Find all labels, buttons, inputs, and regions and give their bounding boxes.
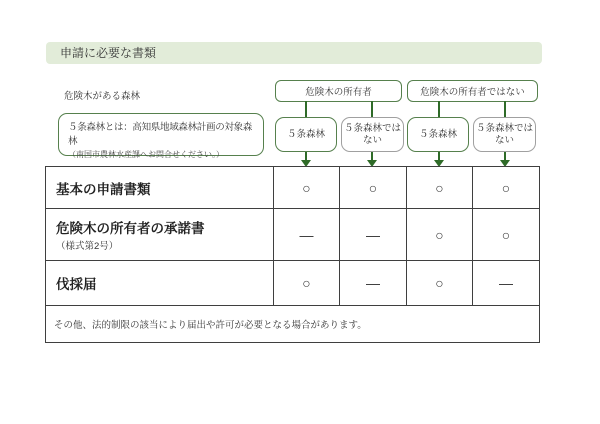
table-row [46,209,540,261]
info-box-definition: ５条森林とは：高知県地域森林計画の対象森林 [68,122,253,147]
down-arrow-icon [504,152,506,161]
five-jo-forest-info-box [58,113,264,159]
non-owner-group-box: 危険木の所有者ではない [407,80,538,102]
cell-mark: ○ [407,167,473,209]
table-row [46,167,540,209]
required-documents-table [45,166,540,343]
forest-type-box-not5jo-nonowner: ５条森林ではない [473,117,536,152]
row-sublabel-form-no2: （様式第2号） [56,241,119,252]
cell-mark: ○ [274,167,340,209]
table-row [46,306,540,343]
forest-type-box-5jo-nonowner: ５条森林 [407,117,469,152]
row-label-basic-documents: 基本の申請書類 [56,181,151,197]
down-arrow-icon [371,152,373,161]
cell-mark: ― [340,209,407,261]
cell-mark: ― [340,261,407,306]
owner-group-box: 危険木の所有者 [275,80,402,102]
down-arrow-icon [438,152,440,161]
row-label-owner-consent: 危険木の所有者の承諾書 [56,221,205,236]
cell-mark: ○ [473,167,540,209]
cell-mark: ― [473,261,540,306]
cell-mark: ○ [274,261,340,306]
cell-mark: ○ [407,261,473,306]
forest-with-dangerous-trees-label: 危険木がある森林 [64,91,141,102]
down-arrow-icon [305,152,307,161]
cell-mark: ○ [407,209,473,261]
cell-mark: ○ [340,167,407,209]
forest-type-box-not5jo-owner: ５条森林ではない [341,117,404,152]
forest-type-box-5jo-owner: ５条森林 [275,117,337,152]
table-row [46,261,540,306]
info-box-contact: （南国市農林水産課へお問合せください。） [68,150,224,159]
cell-mark: ― [274,209,340,261]
page-title: 申請に必要な書類 [46,42,542,64]
cell-mark: ○ [473,209,540,261]
legal-note: その他、法的制限の該当により届出や許可が必要となる場合があります。 [46,306,540,343]
row-label-logging-notification: 伐採届 [56,277,97,292]
